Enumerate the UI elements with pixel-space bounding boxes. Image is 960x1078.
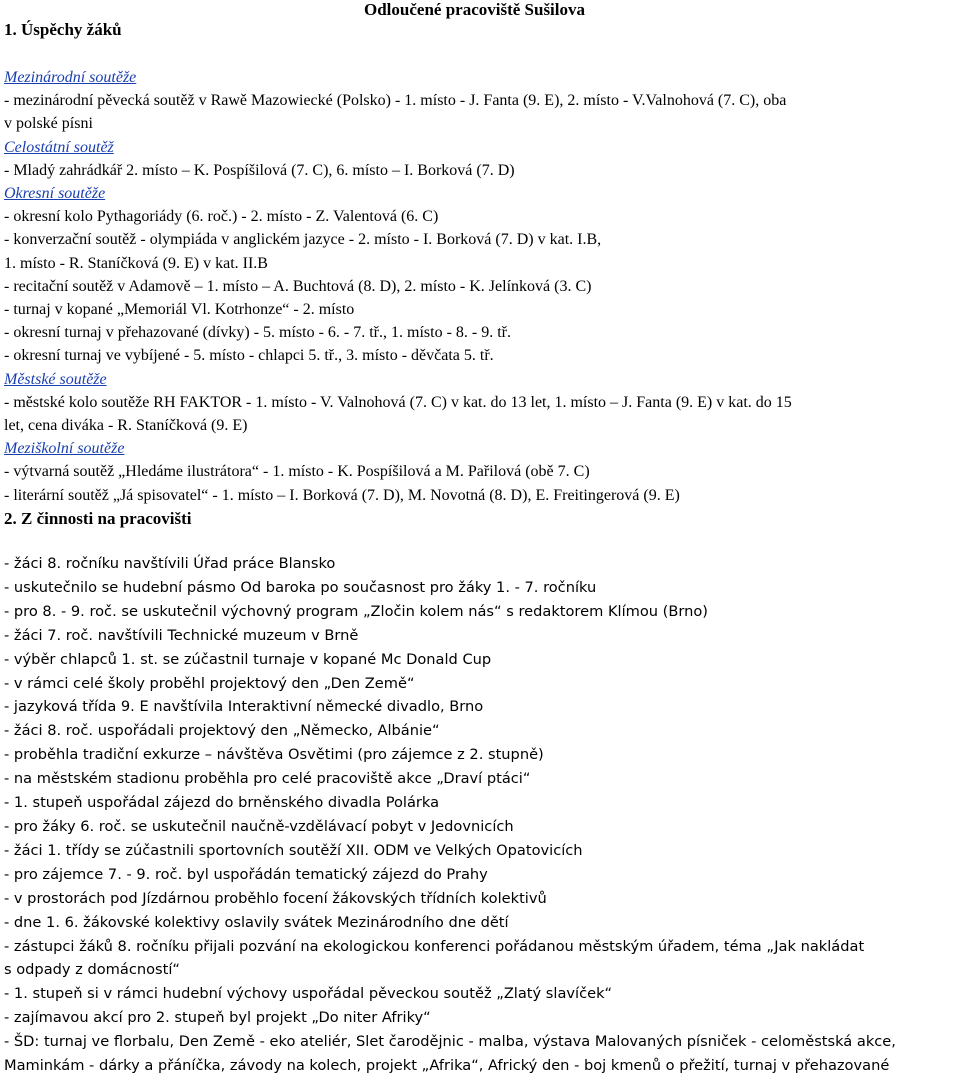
achievement-line: - městské kolo soutěže RH FAKTOR - 1. místo - V. Valnohová (7. C) v kat. do 13 let, 1. místo – J. Fanta (9. E) v kat. do 15	[4, 393, 792, 411]
subsection-heading: Městské soutěže	[4, 370, 107, 388]
subsection-heading: Meziškolní soutěže	[4, 440, 125, 458]
achievement-line: - okresní turnaj v přehazované (dívky) - 5. místo - 6. - 7. tř., 1. místo - 8. - 9. tř.	[4, 324, 511, 342]
activity-line: - výběr chlapců 1. st. se zúčastnil turnaje v kopané Mc Donald Cup	[4, 650, 492, 668]
activity-line: s odpady z domácností“	[4, 961, 180, 979]
achievement-line: - okresní kolo Pythagoriády (6. roč.) - 2. místo - Z. Valentová (6. C)	[4, 208, 439, 226]
activity-line: - zástupci žáků 8. ročníku přijali pozvání na ekologickou konferenci pořádanou městským úřadem, téma „Jak nakládat	[4, 937, 865, 955]
achievement-line: - literární soutěž „Já spisovatel“ - 1. místo – I. Borková (7. D), M. Novotná (8. D), E. Freitingerová (9. E)	[4, 486, 680, 504]
activity-line: - uskutečnilo se hudební pásmo Od baroka po současnost pro žáky 1. - 7. ročníku	[4, 578, 597, 596]
achievement-line: - recitační soutěž v Adamově – 1. místo – A. Buchtová (8. D), 2. místo - K. Jelínková (3. C)	[4, 277, 592, 295]
subsection-heading: Okresní soutěže	[4, 185, 106, 203]
achievement-line: let, cena diváka - R. Staníčková (9. E)	[4, 417, 248, 435]
activity-line: Maminkám - dárky a přáníčka, závody na kolech, projekt „Afrika“, Africký den - boj kmenů o přežití, turnaj v přehazované	[4, 1057, 890, 1075]
activity-line: - na městském stadionu proběhla pro celé pracoviště akce „Draví ptáci“	[4, 770, 531, 788]
activity-line: - žáci 1. třídy se zúčastnili sportovních soutěží XII. ODM ve Velkých Opatovicích	[4, 841, 583, 859]
subsection-heading: Mezinárodní soutěže	[4, 69, 137, 86]
achievements-list	[4, 66, 958, 507]
activity-line: - pro 8. - 9. roč. se uskutečnil výchovný program „Zločin kolem nás“ s redaktorem Klímou (Brno)	[4, 602, 708, 620]
activity-line: - ŠD: turnaj ve florbalu, Den Země - eko ateliér, Slet čarodějnic - malba, výstava Malovaných písniček - celoměstská akce,	[4, 1033, 896, 1051]
section-heading-achievements: 1. Úspěchy žáků	[4, 20, 122, 39]
activity-line: - pro žáky 6. roč. se uskutečnil naučně-vzdělávací pobyt v Jedovnicích	[4, 817, 514, 835]
achievement-line: 1. místo - R. Staníčková (9. E) v kat. II.B	[4, 254, 268, 272]
activity-line: - jazyková třída 9. E navštívila Interaktivní německé divadlo, Brno	[4, 698, 484, 716]
activity-line: - 1. stupeň uspořádal zájezd do brněnského divadla Polárka	[4, 794, 440, 812]
section-heading-activities: 2. Z činnosti na pracovišti	[4, 509, 192, 528]
activities-list	[4, 552, 958, 1078]
activity-line: - dne 1. 6. žákovské kolektivy oslavily svátek Mezinárodního dne dětí	[4, 913, 509, 931]
activity-line: - 1. stupeň si v rámci hudební výchovy uspořádal pěveckou soutěž „Zlatý slavíček“	[4, 985, 613, 1003]
activity-line: - žáci 8. ročníku navštívili Úřad práce Blansko	[4, 555, 336, 572]
achievement-line: - turnaj v kopané „Memoriál Vl. Kotrhonze“ - 2. místo	[4, 301, 355, 319]
subsection-heading: Celostátní soutěž	[4, 138, 114, 156]
activity-line: - proběhla tradiční exkurze – návštěva Osvětimi (pro zájemce z 2. stupně)	[4, 746, 544, 764]
achievement-line: - výtvarná soutěž „Hledáme ilustrátora“ - 1. místo - K. Pospíšilová a M. Pařilová (obě 7. C)	[4, 463, 590, 481]
activity-line: - zajímavou akcí pro 2. stupeň byl projekt „Do niter Afriky“	[4, 1009, 431, 1027]
activity-line: - žáci 8. roč. uspořádali projektový den „Německo, Albánie“	[4, 722, 440, 740]
activity-line: - v rámci celé školy proběhl projektový den „Den Země“	[4, 674, 415, 692]
activity-line: - žáci 7. roč. navštívili Technické muzeum v Brně	[4, 626, 359, 644]
activity-line: - pro zájemce 7. - 9. roč. byl uspořádán tematický zájezd do Prahy	[4, 865, 488, 883]
page-title: Odloučené pracoviště Sušilova	[364, 0, 586, 19]
achievement-line: - mezinárodní pěvecká soutěž v Rawě Mazowiecké (Polsko) - 1. místo - J. Fanta (9. E), 2. místo - V.Valnohová (7. C), oba	[4, 92, 787, 110]
achievement-line: - okresní turnaj ve vybíjené - 5. místo - chlapci 5. tř., 3. místo - děvčata 5. tř.	[4, 347, 494, 365]
achievement-line: - Mladý zahrádkář 2. místo – K. Pospíšilová (7. C), 6. místo – I. Borková (7. D)	[4, 161, 515, 179]
achievement-line: v polské písni	[4, 115, 93, 133]
activity-line: - v prostorách pod Jízdárnou proběhlo focení žákovských třídních kolektivů	[4, 889, 547, 907]
achievement-line: - konverzační soutěž - olympiáda v anglickém jazyce - 2. místo - I. Borková (7. D) v kat. I.B,	[4, 231, 602, 249]
